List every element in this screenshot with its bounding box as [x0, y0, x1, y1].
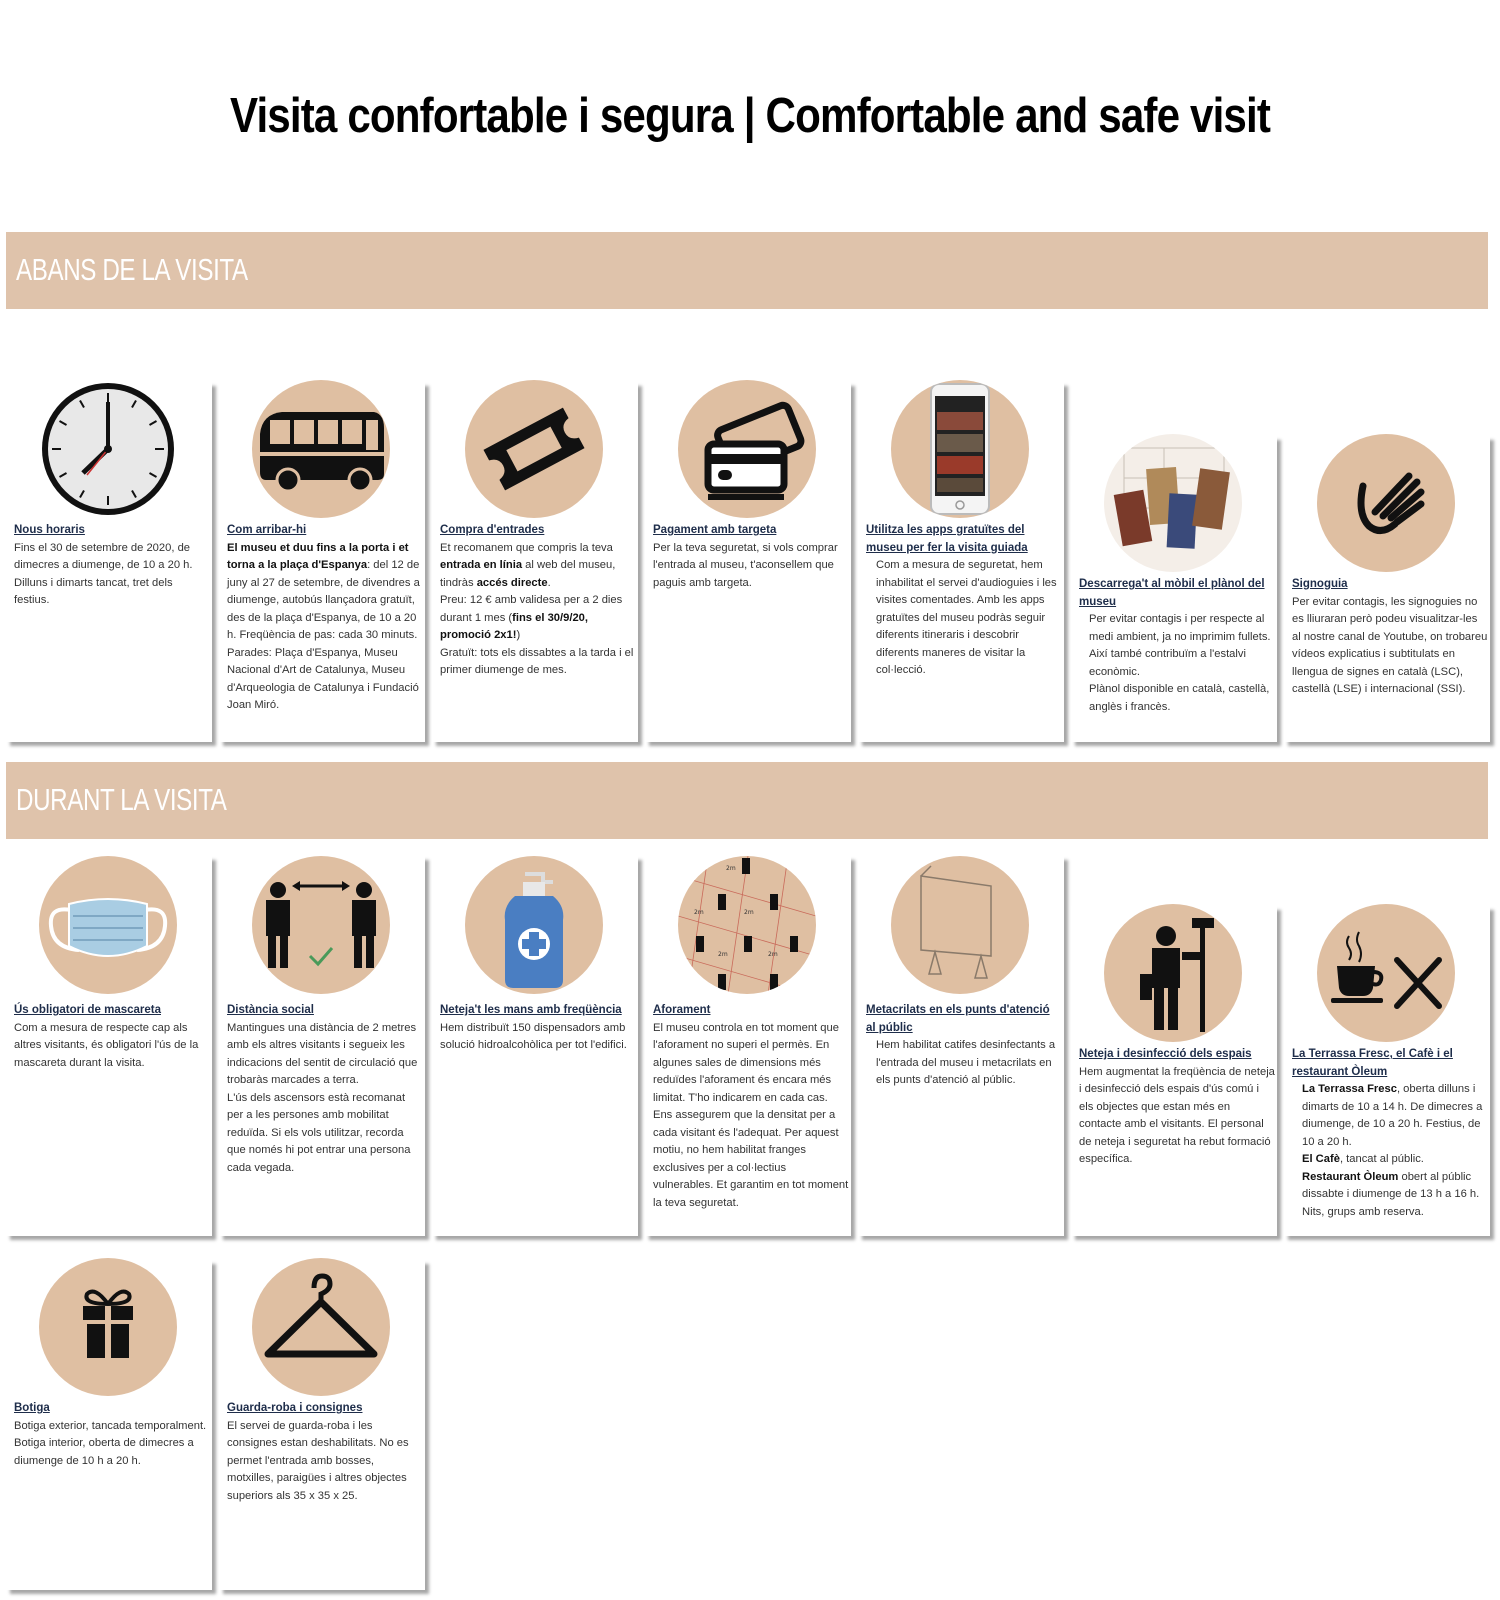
- card-mask: [6, 856, 212, 1236]
- card-shop: [6, 1260, 212, 1590]
- card-title[interactable]: Neteja't les mans amb freqüència: [440, 1004, 622, 1016]
- card-text: , tancat al públic.: [1339, 1153, 1424, 1165]
- card-bold-text: El Cafè: [1302, 1153, 1340, 1165]
- card-text: Com a mesura de seguretat, hem inhabilitat el servei d'audioguies i les visites comentades. Amb les apps gratuïtes del museu podràs seguir diferents itineraris i descobrir diferents maneres de visitar la col·lecció.: [876, 559, 1057, 676]
- card-distance: [219, 856, 425, 1236]
- hand-sanitizer-icon: [465, 856, 603, 994]
- card-cloakroom: [219, 1260, 425, 1590]
- card-text: Botiga interior, oberta de dimecres a diumenge de 10 h a 20 h.: [14, 1437, 194, 1467]
- coffee-cutlery-icon: [1317, 904, 1455, 1042]
- card-bold-text: El museu et duu fins a la porta i et torna a la plaça d'Espanya: [227, 541, 409, 571]
- card-bold-text: Restaurant Òleum: [1302, 1170, 1399, 1183]
- card-payment: [645, 382, 851, 742]
- card-text: Ens assegurem que la densitat per a cada visitant és l'adequat. Per aquest motiu, no hem habilitat franges exclusives per a col·lectius vulnerables. Et garantim en tot moment la teva seguretat.: [653, 1109, 849, 1209]
- ticket-icon: [465, 380, 603, 518]
- card-getting-there: [219, 382, 425, 742]
- card-title[interactable]: Aforament: [653, 1004, 711, 1016]
- card-title[interactable]: Nous horaris: [14, 524, 85, 536]
- card-title[interactable]: Com arribar-hi: [227, 524, 307, 536]
- crowd-distance-icon: [678, 856, 816, 994]
- smartphone-icon: [891, 380, 1029, 518]
- card-capacity: [645, 856, 851, 1236]
- card-tickets: [432, 382, 638, 742]
- card-title[interactable]: Metacrilats en els punts d'atenció al públic: [866, 1004, 1050, 1034]
- card-title[interactable]: Descarrega't al mòbil el plànol del museu: [1079, 578, 1265, 608]
- face-mask-icon: [39, 856, 177, 994]
- card-bold-text: fins el 30/9/20, promoció 2x1!: [440, 611, 589, 641]
- card-text: : del 12 de juny al 27 de setembre, de divendres a diumenge, autobús llançadora gratuït, des de la plaça d'Espanya, de 10 a 20 h. Freqüència de pas: cada 30 minuts.: [227, 559, 420, 641]
- card-text: Per evitar contagis i per respecte al medi ambient, ja no imprimim fullets. Així també contribuïm a l'estalvi econòmic.: [1089, 613, 1271, 678]
- card-bold-text: entrada en línia: [440, 559, 523, 571]
- card-title[interactable]: Guarda-roba i consignes: [227, 1402, 363, 1414]
- card-text: al web del museu, tindràs: [440, 559, 616, 589]
- section-header-during-visit: [6, 762, 1488, 839]
- section-title-before: ABANS DE LA VISITA: [16, 252, 248, 287]
- card-map: [1071, 436, 1277, 742]
- plexiglass-screen-icon: [891, 856, 1029, 994]
- card-screens: [858, 856, 1064, 1236]
- card-text: Com a mesura de respecte cap als altres visitants, és obligatori l'ús de la mascareta durant la visita.: [14, 1021, 199, 1069]
- bus-icon: [252, 380, 390, 518]
- sign-language-hand-icon: [1317, 434, 1455, 572]
- card-text: Mantingues una distància de 2 metres amb els altres visitants i segueix les indicacions del sentit de circulació que trobaràs marcades a terra.: [227, 1021, 418, 1086]
- card-schedule: [6, 382, 212, 742]
- card-title[interactable]: La Terrassa Fresc, el Cafè i el restaurant Òleum: [1292, 1048, 1453, 1078]
- card-text: El servei de guarda-roba i les consignes estan deshabilitats. No es permet l'entrada amb bosses, motxilles, paraigües i altres objectes superiors als 35 x 35 x 25.: [227, 1419, 409, 1502]
- card-text: Botiga exterior, tancada temporalment.: [14, 1419, 207, 1432]
- distance-label: 2m: [768, 951, 778, 958]
- card-bold-text: La Terrassa Fresc: [1302, 1083, 1397, 1095]
- distance-label: 2m: [726, 865, 736, 872]
- card-text: L'ús dels ascensors està recomanat per a les persones amb mobilitat reduïda. Si els vols utilitzar, recorda que només hi pot entrar una persona cada vegada.: [227, 1091, 411, 1174]
- card-hands: [432, 856, 638, 1236]
- card-title[interactable]: Neteja i desinfecció dels espais: [1079, 1048, 1252, 1060]
- card-text: obert al públic dissabte i diumenge de 13 h a 16 h.: [1302, 1170, 1480, 1200]
- gift-box-icon: [39, 1258, 177, 1396]
- card-text: Plànol disponible en català, castellà, anglès i francès.: [1089, 683, 1270, 713]
- card-title[interactable]: Pagament amb targeta: [653, 524, 777, 536]
- coat-hanger-icon: [252, 1258, 390, 1396]
- card-cleaning: [1071, 906, 1277, 1236]
- card-title[interactable]: Ús obligatori de mascareta: [14, 1004, 161, 1016]
- card-bold-text: accés directe: [476, 576, 548, 589]
- card-title[interactable]: Signoguia: [1292, 578, 1348, 590]
- card-text: Fins el 30 de setembre de 2020, de dimecres a diumenge, de 10 a 20 h. Dilluns i dimarts tancat, tret dels festius.: [14, 541, 193, 606]
- card-text: El museu controla en tot moment que l'aforament no superi el permès. En algunes sales de dimensions més reduïdes l'aforament és encara més limitat. T'ho indicarem en cada cas.: [653, 1021, 839, 1104]
- card-text: .: [547, 576, 551, 589]
- cleaning-worker-icon: [1104, 904, 1242, 1042]
- floor-plan-brochures-icon: [1104, 434, 1242, 572]
- card-apps: [858, 382, 1064, 742]
- card-title[interactable]: Compra d'entrades: [440, 524, 545, 536]
- card-text: Parades: Plaça d'Espanya, Museu Nacional d'Art de Catalunya, Museu d'Arqueologia de Catalunya i Fundació Joan Miró.: [227, 646, 419, 711]
- card-text: Preu: 12 € amb validesa per a 2 dies durant 1 mes (: [440, 594, 623, 624]
- card-text: Per la teva seguretat, si vols comprar l'entrada al museu, t'aconsellem que paguis amb targeta.: [653, 541, 838, 589]
- card-text: Hem augmentat la freqüència de neteja i desinfecció dels espais d'ús comú i els objectes que estan més en contacte amb el visitants. El personal de neteja i seguretat ha rebut formació específica.: [1079, 1065, 1275, 1165]
- card-cafe: [1284, 906, 1490, 1236]
- card-text: ): [516, 629, 521, 641]
- card-text: Nits, grups amb reserva.: [1302, 1205, 1424, 1218]
- card-text: Gratuït: tots els dissabtes a la tarda i el primer diumenge de mes.: [440, 646, 634, 676]
- page-title: Visita confortable i segura | Comfortable and safe visit: [229, 89, 1271, 143]
- social-distance-icon: [252, 856, 390, 994]
- section-title-during: DURANT LA VISITA: [16, 782, 227, 817]
- card-text: Hem distribuït 150 dispensadors amb solució hidroalcohòlica per tot l'edifici.: [440, 1021, 627, 1051]
- card-text: Et recomanem que compris la teva: [440, 541, 613, 554]
- clock-icon: [39, 380, 177, 518]
- card-text: Hem habilitat catifes desinfectants a l'entrada del museu i metacrilats en els punts d'atenció al públic.: [876, 1039, 1056, 1086]
- card-title[interactable]: Utilitza les apps gratuïtes del museu per fer la visita guiada: [866, 524, 1028, 554]
- distance-label: 2m: [694, 909, 704, 916]
- card-signoguia: [1284, 436, 1490, 742]
- section-header-before-visit: [6, 232, 1488, 309]
- distance-label: 2m: [744, 909, 754, 916]
- card-title[interactable]: Distància social: [227, 1004, 314, 1016]
- distance-label: 2m: [718, 951, 728, 958]
- credit-card-icon: [678, 380, 816, 518]
- card-text: , oberta dilluns i dimarts de 10 a 14 h. De dimecres a diumenge, de 10 a 20 h. Festius, de 10 a 20 h.: [1302, 1083, 1483, 1148]
- card-text: Per evitar contagis, les signoguies no es lliuraran però podeu visualitzar-les al nostre canal de Youtube, on trobareu vídeos explicatius i subtitulats en llengua de signes en català (LSC), castellà (LSE) i internacional (SSI).: [1292, 595, 1488, 695]
- card-title[interactable]: Botiga: [14, 1402, 50, 1414]
